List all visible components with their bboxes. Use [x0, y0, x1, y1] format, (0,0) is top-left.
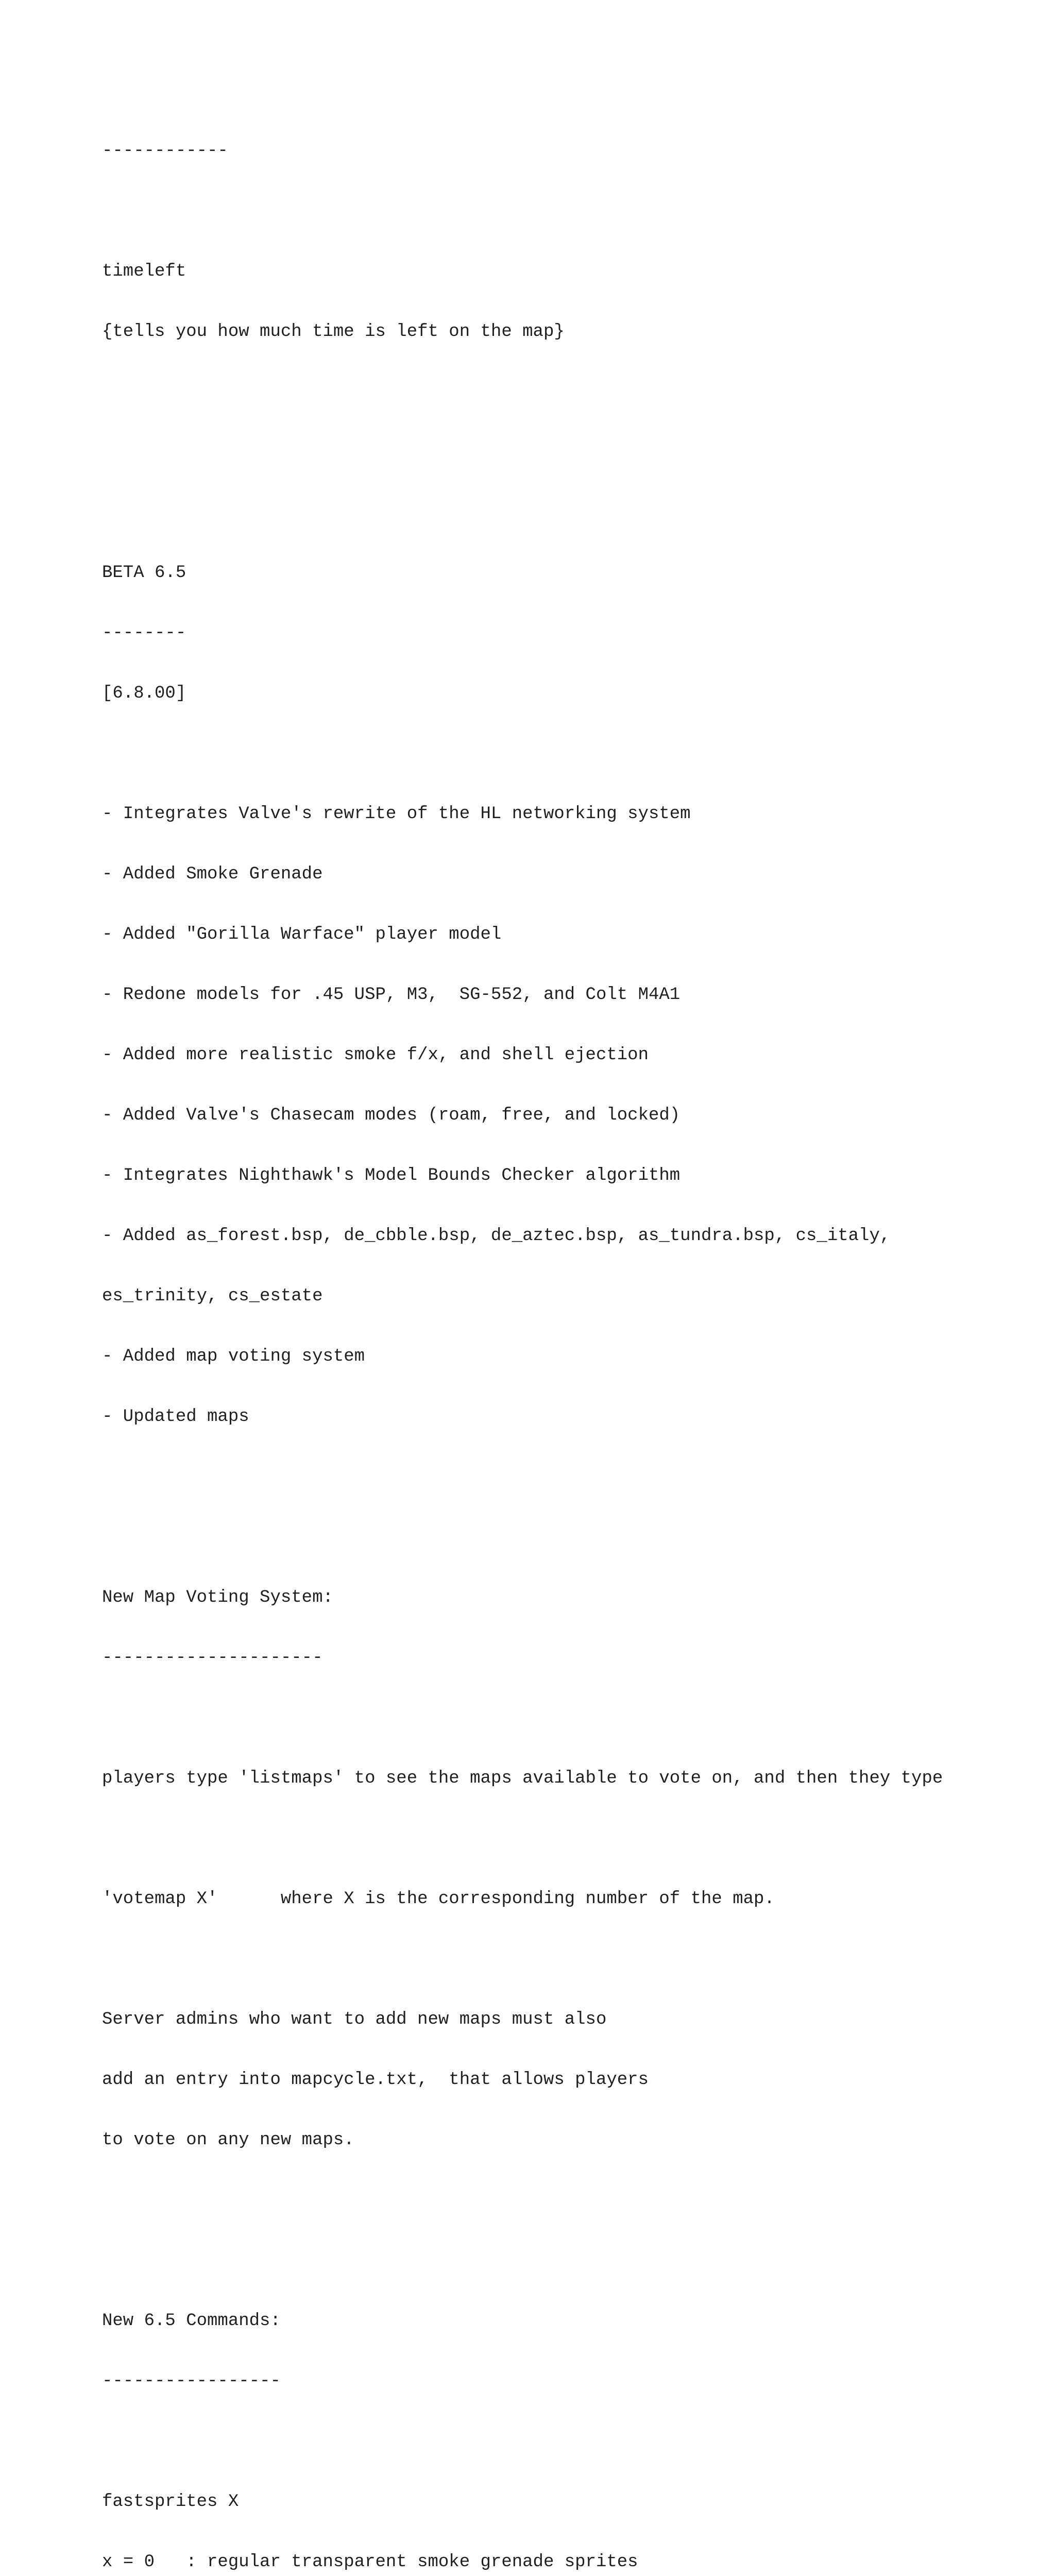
text-line: x = 0 : regular transparent smoke grenade sprites [102, 2552, 638, 2572]
text-line: BETA 6.5 [102, 563, 186, 583]
text-line: add an entry into mapcycle.txt, that allows players [102, 2070, 649, 2090]
text-line: to vote on any new maps. [102, 2130, 354, 2150]
text-line: - Added Smoke Grenade [102, 865, 323, 884]
text-line: fastsprites X [102, 2492, 239, 2512]
text-line [102, 744, 1029, 764]
text-line: --------------------- [102, 1648, 323, 1668]
text-line [102, 2432, 1029, 2452]
text-line: - Added map voting system [102, 1347, 365, 1366]
text-line: - Integrates Valve's rewrite of the HL networking system [102, 804, 691, 824]
text-line: - Integrates Nighthawk's Model Bounds Checker algorithm [102, 1166, 680, 1185]
text-line [102, 503, 1029, 523]
text-line [102, 1528, 1029, 1548]
text-line [102, 1467, 1029, 1487]
text-line: - Redone models for .45 USP, M3, SG-552, and Colt M4A1 [102, 985, 680, 1005]
text-line: - Added Valve's Chasecam modes (roam, free, and locked) [102, 1106, 680, 1125]
document-text [102, 101, 1029, 2576]
text-line [102, 1950, 1029, 1970]
text-line: - Added more realistic smoke f/x, and shell ejection [102, 1045, 649, 1065]
text-line: New Map Voting System: [102, 1588, 333, 1607]
text-line: players type 'listmaps' to see the maps available to vote on, and then they type [102, 1769, 943, 1788]
text-line: - Updated maps [102, 1407, 249, 1427]
text-line [102, 443, 1029, 463]
text-line: 'votemap X' where X is the corresponding number of the map. [102, 1889, 775, 1909]
text-line: New 6.5 Commands: [102, 2311, 281, 2331]
text-line [102, 382, 1029, 402]
text-line: {tells you how much time is left on the map} [102, 322, 565, 342]
text-line [102, 1708, 1029, 1728]
text-line [102, 1829, 1029, 1849]
text-line [102, 2251, 1029, 2271]
text-line: ------------ [102, 141, 228, 161]
text-line: es_trinity, cs_estate [102, 1286, 323, 1306]
text-line: - Added "Gorilla Warface" player model [102, 925, 502, 944]
text-line [102, 201, 1029, 222]
text-line: timeleft [102, 262, 186, 281]
text-line: ----------------- [102, 2371, 281, 2391]
text-line: -------- [102, 623, 186, 643]
text-line [102, 2191, 1029, 2211]
text-line: Server admins who want to add new maps must also [102, 2010, 607, 2029]
text-line: [6.8.00] [102, 684, 186, 703]
text-line: - Added as_forest.bsp, de_cbble.bsp, de_aztec.bsp, as_tundra.bsp, cs_italy, [102, 1226, 891, 1246]
